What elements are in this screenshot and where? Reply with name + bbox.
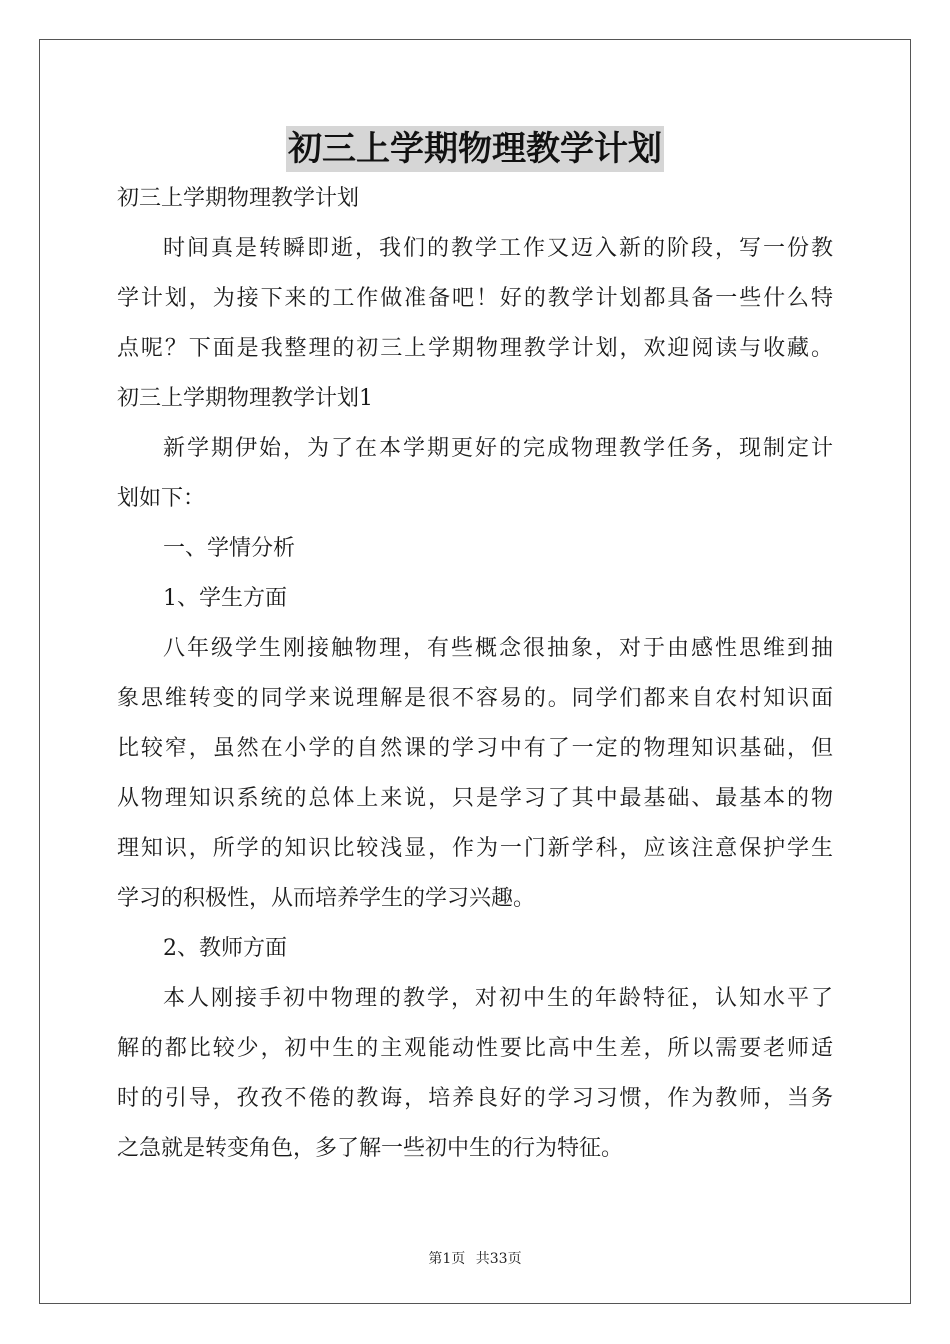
paragraph-line: 时间真是转瞬即逝，我们的教学工作又迈入新的阶段，写一份教 xyxy=(163,236,833,261)
paragraph-line: 新学期伊始，为了在本学期更好的完成物理教学任务，现制定计 xyxy=(163,436,833,461)
paragraph-line: 从物理知识系统的总体上来说，只是学习了其中最基础、最基本的物 xyxy=(117,786,833,811)
paragraph-line: 象思维转变的同学来说理解是很不容易的。同学们都来自农村知识面 xyxy=(117,686,833,711)
page-footer xyxy=(0,1249,950,1269)
title-container xyxy=(0,126,950,172)
section-heading: 一、学情分析 xyxy=(163,536,296,561)
document-body xyxy=(117,174,833,1174)
paragraph-line: 划如下： xyxy=(117,486,206,511)
subsection-heading: 1、学生方面 xyxy=(163,586,287,611)
paragraph-line: 比较窄，虽然在小学的自然课的学习中有了一定的物理知识基础，但 xyxy=(117,736,833,761)
paragraph-line: 之急就是转变角色，多了解一些初中生的行为特征。 xyxy=(117,1136,624,1161)
paragraph-line: 八年级学生刚接触物理，有些概念很抽象，对于由感性思维到抽 xyxy=(163,636,833,661)
paragraph-line: 点呢？下面是我整理的初三上学期物理教学计划，欢迎阅读与收藏。 xyxy=(117,336,833,361)
paragraph-line: 学计划，为接下来的工作做准备吧！好的教学计划都具备一些什么特 xyxy=(117,286,833,311)
document-title: 初三上学期物理教学计划 xyxy=(286,126,664,172)
page-total: 共33页 xyxy=(475,1251,522,1267)
paragraph-line: 解的都比较少，初中生的主观能动性要比高中生差，所以需要老师适 xyxy=(117,1036,833,1061)
paragraph-line: 时的引导，孜孜不倦的教诲，培养良好的学习习惯，作为教师，当务 xyxy=(117,1086,833,1111)
page-number: 第1页 xyxy=(428,1251,466,1267)
paragraph-line: 学习的积极性，从而培养学生的学习兴趣。 xyxy=(117,886,536,911)
paragraph-line: 理知识，所学的知识比较浅显，作为一门新学科，应该注意保护学生 xyxy=(117,836,833,861)
paragraph-line: 本人刚接手初中物理的教学，对初中生的年龄特征，认知水平了 xyxy=(163,986,833,1011)
section-heading: 初三上学期物理教学计划1 xyxy=(117,386,373,411)
subtitle-line: 初三上学期物理教学计划 xyxy=(117,186,360,211)
subsection-heading: 2、教师方面 xyxy=(163,936,287,961)
